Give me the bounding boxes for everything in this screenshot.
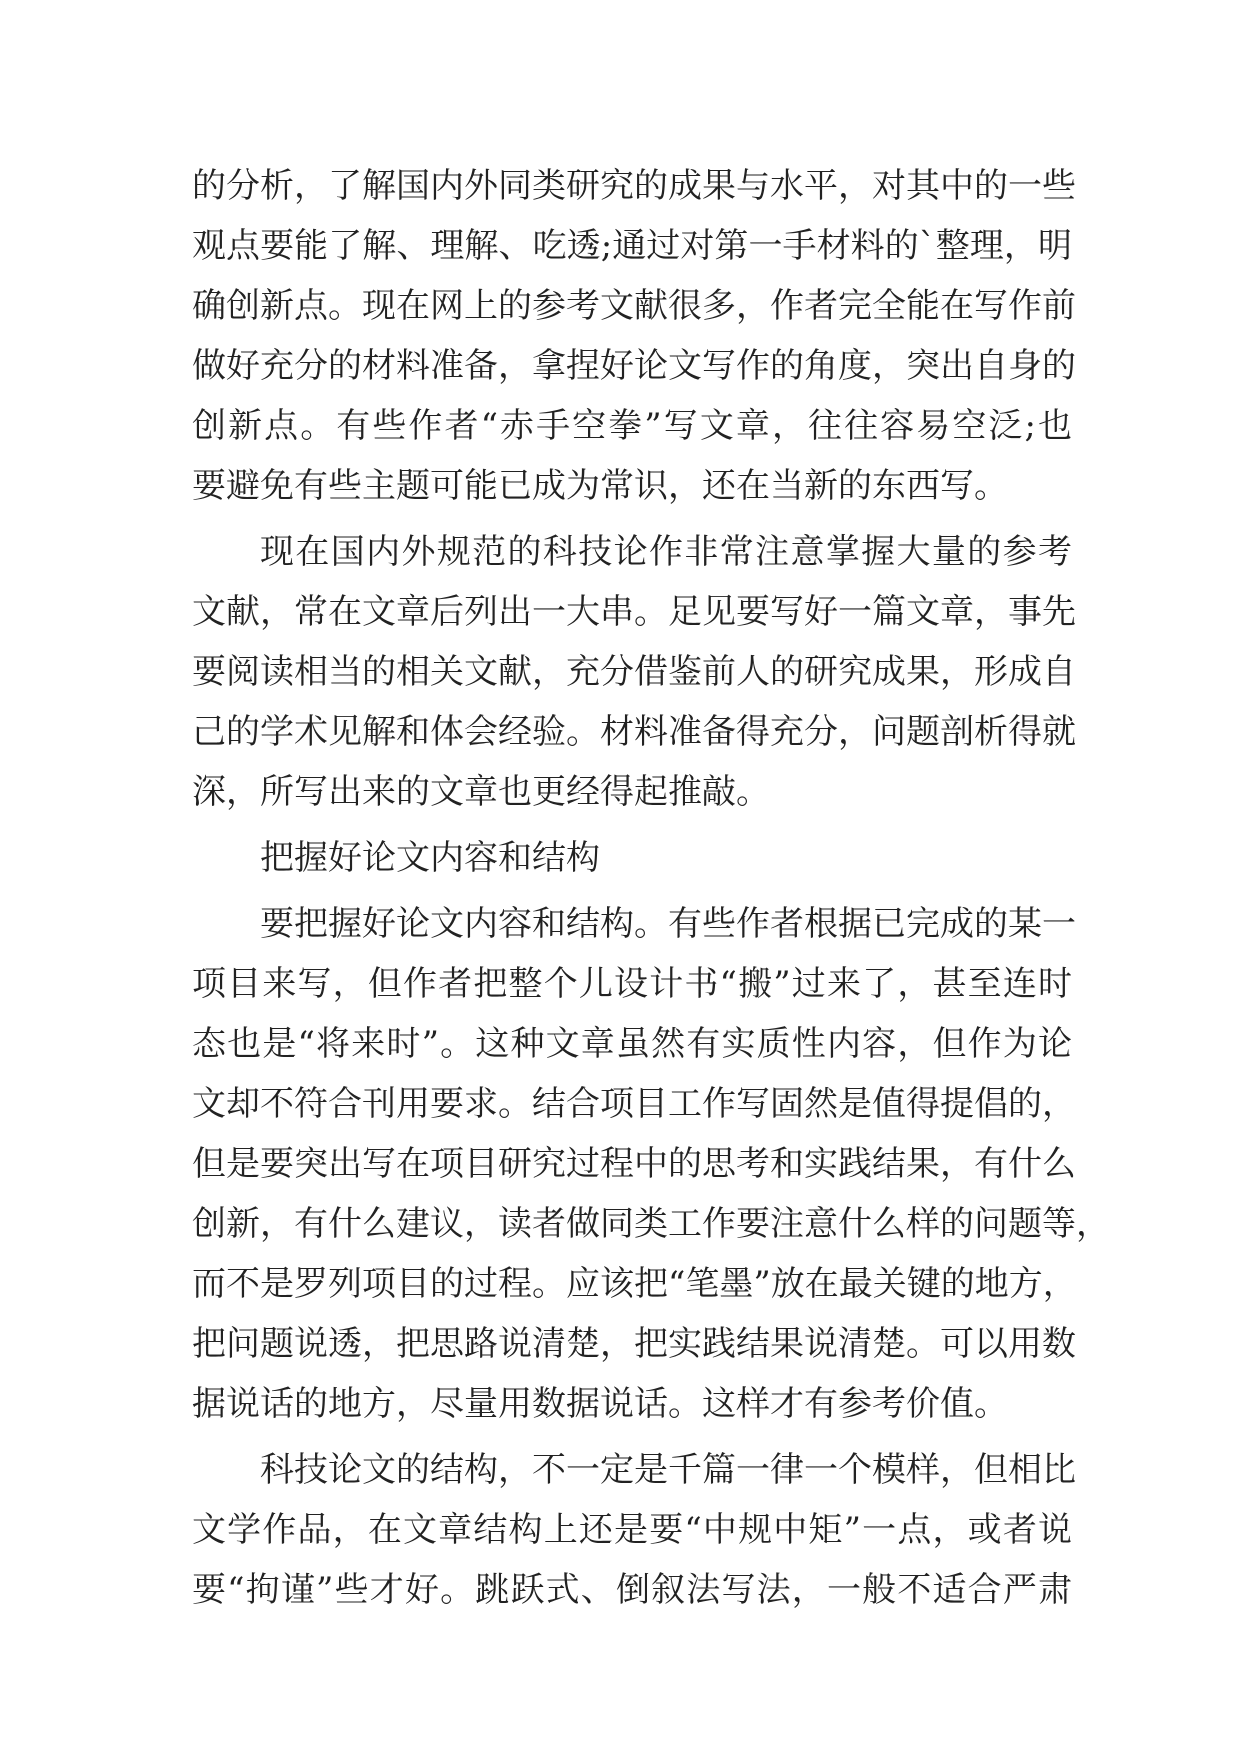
text-line: 己的学术见解和体会经验。材料准备得充分，问题剖析得就 [192,712,1076,752]
text-line: 科技论文的结构，不一定是千篇一律一个模样，但相比 [260,1450,1076,1490]
text-line: 项目来写，但作者把整个儿设计书“搬”过来了，甚至连时 [192,964,1072,1004]
paragraph-3 [192,894,1110,1434]
text-line: 而不是罗列项目的过程。应该把“笔墨”放在最关键的地方， [192,1264,1077,1304]
text-line: 文献，常在文章后列出一大串。足见要写好一篇文章，事先 [192,592,1076,632]
text-line: 观点要能了解、理解、吃透;通过对第一手材料的`整理，明 [192,226,1072,266]
text-line: 做好充分的材料准备，拿捏好论文写作的角度，突出自身的 [192,346,1076,386]
text-line: 文却不符合刊用要求。结合项目工作写固然是值得提倡的， [192,1084,1076,1124]
body-text [192,156,1110,1620]
text-line: 的分析，了解国内外同类研究的成果与水平，对其中的一些 [192,166,1076,206]
paragraph-1 [192,156,1076,516]
text-line: 要阅读相当的相关文献，充分借鉴前人的研究成果，形成自 [192,652,1076,692]
text-line: 创新，有什么建议，读者做同类工作要注意什么样的问题等， [192,1204,1110,1244]
text-line: 深，所写出来的文章也更经得起推敲。 [192,772,770,812]
paragraph-4 [192,1440,1076,1620]
text-line: 要避免有些主题可能已成为常识，还在当新的东西写。 [192,466,1008,506]
text-line: 把问题说透，把思路说清楚，把实践结果说清楚。可以用数 [192,1324,1076,1364]
text-line: 据说话的地方，尽量用数据说话。这样才有参考价值。 [192,1384,1008,1424]
text-line: 文学作品，在文章结构上还是要“中规中矩”一点，或者说 [192,1510,1072,1550]
text-line: 但是要突出写在项目研究过程中的思考和实践结果，有什么 [192,1144,1076,1184]
heading-text: 把握好论文内容和结构 [260,838,600,878]
paragraph-2 [192,522,1076,822]
text-line: 现在国内外规范的科技论作非常注意掌握大量的参考 [260,532,1072,572]
text-line: 要“拘谨”些才好。跳跃式、倒叙法写法，一般不适合严肃 [192,1570,1072,1610]
text-line: 创新点。有些作者“赤手空拳”写文章，往往容易空泛;也 [192,406,1072,446]
text-line: 态也是“将来时”。这种文章虽然有实质性内容，但作为论 [192,1024,1072,1064]
text-line: 要把握好论文内容和结构。有些作者根据已完成的某一 [260,904,1076,944]
text-line: 确创新点。现在网上的参考文献很多，作者完全能在写作前 [192,286,1076,326]
section-heading [192,828,1072,888]
